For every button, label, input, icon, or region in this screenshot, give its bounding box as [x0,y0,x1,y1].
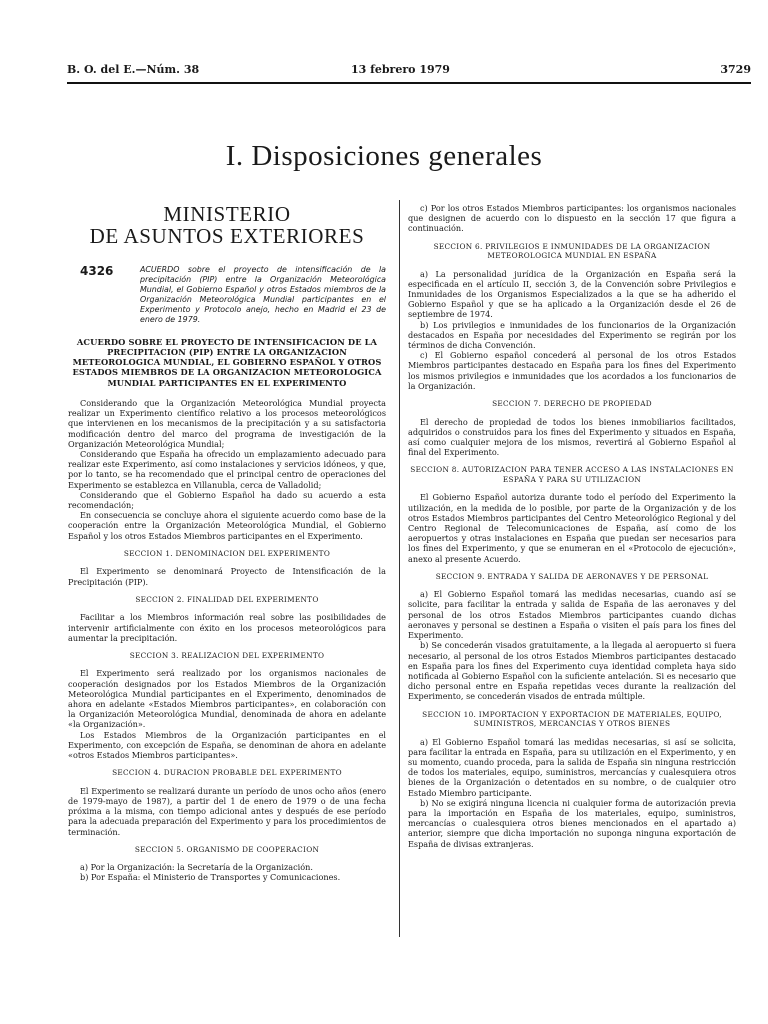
gazette-issue: B. O. del E.—Núm. 38 [67,63,200,76]
section-paragraph: b) No se exigirá ninguna licencia ni cualquier forma de autorización previa para la importación en España de los materiales, equipo, suministros, mercancías o cualesquiera otros bienes mencionados en el apartado a) anterior, siempre que dicha importación no suponga ninguna exportación de España de divisas extranjeras. [408,797,736,849]
preamble-paragraph: En consecuencia se concluye ahora el siguiente acuerdo como base de la cooperación entre la Organización Meteorológica Mundial, el Gobierno Español y los otros Estados Miembros participantes en el Experimento. [68,510,386,541]
section-title: I. Disposiciones generales [225,140,543,172]
section-heading: SECCION 4. DURACION PROBABLE DEL EXPERIMENTO [112,768,342,778]
page-number: 3729 [720,63,751,76]
item-number: 4326 [80,264,114,278]
section-paragraph: a) El Gobierno Español tomará las medidas necesarias, cuando así se solicite, para facilitar la entrada y salida de España de las aeronaves y del personal de los otros Estados Miembros participantes cuando dichas aeronaves y personal se destinen a España o visiten el país para los fines del Experimento. [408,589,736,641]
section-heading: SECCION 3. REALIZACION DEL EXPERIMENTO [129,650,325,660]
section-paragraph: b) Se concederán visados gratuitamente, a la llegada al aeropuerto si fuera necesario, al personal de los otros Estados Miembros participantes destacado en España para los fines del Experimento cuya identidad completa haya sido notificada al Gobierno Español con la suficiente antelación. Si es necesario que dicho personal entre en España repetidas veces durante la realización del Experimento, se concederán visados de entrada múltiple. [408,640,736,702]
section-paragraph: Los Estados Miembros de la Organización participantes en el Experimento, con excepción de España, se denominan de ahora en adelante «otros Estados Miembros participantes». [68,729,386,761]
agreement-title: ACUERDO SOBRE EL PROYECTO DE INTENSIFICACION DE LA PRECIPITACION (PIP) ENTRE LA ORGANIZACION METEOROLOGICA MUNDIAL, EL GOBIERNO ESPAÑOL Y OTROS ESTADOS MIEMBROS DE LA ORGANIZACION METEOROLOGICA MUNDIAL PARTICIPANTES EN EL EXPERIMENTO [72,336,382,388]
left-column [68,203,386,883]
section-paragraph: c) Por los otros Estados Miembros participantes: los organismos nacionales que designen de acuerdo con lo dispuesto en la sección 17 que figura a continuación. [408,203,736,234]
publication-date: 13 febrero 1979 [351,63,450,76]
ministry-heading [68,203,386,247]
section-paragraph: El Experimento se denominará Proyecto de Intensificación de la Precipitación (PIP). [68,566,386,587]
section-heading: SECCION 9. ENTRADA Y SALIDA DE AERONAVES Y DE PERSONAL [435,571,709,581]
preamble-paragraph: Considerando que España ha ofrecido un emplazamiento adecuado para realizar este Experimento, así como instalaciones y servicios idóneos, y que, por lo tanto, se ha recomendado que el principal centro de operaciones del Experimento se establezca en Villanubla, cerca de Valladolid; [68,449,386,490]
section-paragraph: a) La personalidad jurídica de la Organización en España será la especificada en el artículo II, sección 3, de la Convención sobre Privilegios e Inmunidades de los Organismos Especializados a la que se ha adherido el Gobierno Español y que se ha aplicado a la Organización desde el 26 de septiembre de 1974. [408,268,736,320]
section-paragraph: c) El Gobierno español concederá al personal de los otros Estados Miembros participantes destacado en España para los fines del Experimento los mismos privilegios e inmunidades que los acordados a los funcionarios de la Organización. [408,350,736,391]
section-paragraph: El Experimento se realizará durante un período de unos ocho años (enero de 1979-mayo de 1987), a partir del 1 de enero de 1979 o de una fecha próxima a la misma, con tiempo adicional antes y después de ese período para la adecuada preparación del Experimento y para los procedimientos de terminación. [68,785,386,837]
section-paragraph: a) El Gobierno Español tomará las medidas necesarias, si así se solicita, para facilitar la entrada en España, para su utilización en el Experimento, y en su momento, cuando proceda, para la salida de España sin ninguna restricción de todos los materiales, equipo, suministros, mercancías y cualesquiera otros bienes de la Organización o detentados en su nombre, o de cualquier otro Estado Miembro participante. [408,736,736,798]
section-paragraph: El derecho de propiedad de todos los bienes inmobiliarios facilitados, adquiridos o construidos para los fines del Experimento y situados en España, así como cualquier mejora de los mismos, revertirá al Gobierno Español al final del Experimento. [408,416,736,458]
ministry-line-1: MINISTERIO [163,202,291,226]
section-heading: SECCION 2. FINALIDAD DEL EXPERIMENTO [135,594,319,604]
section-paragraph: b) Por España: el Ministerio de Transportes y Comunicaciones. [80,872,341,883]
section-paragraph: Facilitar a los Miembros información real sobre las posibilidades de intervenir artificialmente con éxito en los procesos meteorológicos para aumentar la precipitación. [68,612,386,643]
section-heading: SECCION 7. DERECHO DE PROPIEDAD [492,399,652,409]
section-paragraph: El Experimento será realizado por los organismos nacionales de cooperación designados por los Estados Miembros de la Organización Meteorológica Mundial participantes en el Experimento, denominados de ahora en adelante «Estados Miembros participantes», en colaboración con la Organización Meteorológica Mundial, denominada de ahora en adelante «la Organización». [68,668,386,730]
section-paragraph: a) Por la Organización: la Secretaría de la Organización. [80,862,313,873]
item-summary: ACUERDO sobre el proyecto de intensificación de la precipitación (PIP) entre la Organización Meteorológica Mundial, el Gobierno Español y otros Estados miembros de la Organización Meteorológica Mundial participantes en el Experimento y Protocolo anejo, hecho en Madrid el 23 de enero de 1979. [140,265,386,325]
section-heading: SECCION 6. PRIVILEGIOS E INMUNIDADES DE LA ORGANIZACION METEOROLOGICA MUNDIAL EN ESPAÑA [433,241,711,261]
right-column [408,203,736,849]
section-heading: SECCION 1. DENOMINACION DEL EXPERIMENTO [123,548,331,558]
section-heading: SECCION 10. IMPORTACION Y EXPORTACION DE MATERIALES, EQUIPO, SUMINISTROS, MERCANCIAS Y OTROS BIENES [422,709,722,729]
column-divider [399,200,400,937]
section-heading: SECCION 8. AUTORIZACION PARA TENER ACCESO A LAS INSTALACIONES EN ESPAÑA Y PARA SU UTILIZACION [410,465,734,484]
section-paragraph: El Gobierno Español autoriza durante todo el período del Experimento la utilización, en la medida de lo posible, por parte de la Organización y de los otros Estados Miembros participantes del Centro Meteorológico Regional y del Centro Regional de Telecomunicaciones de España, así como de los aeropuertos y otras instalaciones en España que puedan ser necesarios para los fines del Experimento, y que se enumeran en el «Protocolo de ejecución», anexo al presente Acuerdo. [408,492,736,564]
section-paragraph: b) Los privilegios e inmunidades de los funcionarios de la Organización destacados en España por necesidades del Experimento se regirán por los términos de dicha Convención. [408,319,736,351]
ministry-line-2: DE ASUNTOS EXTERIORES [89,224,365,248]
preamble-paragraph: Considerando que la Organización Meteorológica Mundial proyecta realizar un Experimento científico relativo a los procesos meteorológicos que intervienen en los mecanismos de la precipitación y a su satisfactoria modificación dentro del marco del programa de investigación de la Organización Meteorológica Mundial; [68,398,386,449]
item-entry [68,265,386,326]
page-header [67,60,751,84]
preamble-paragraph: Considerando que el Gobierno Español ha dado su acuerdo a esta recomendación; [68,489,386,511]
section-heading: SECCION 5. ORGANISMO DE COOPERACION [134,844,320,854]
